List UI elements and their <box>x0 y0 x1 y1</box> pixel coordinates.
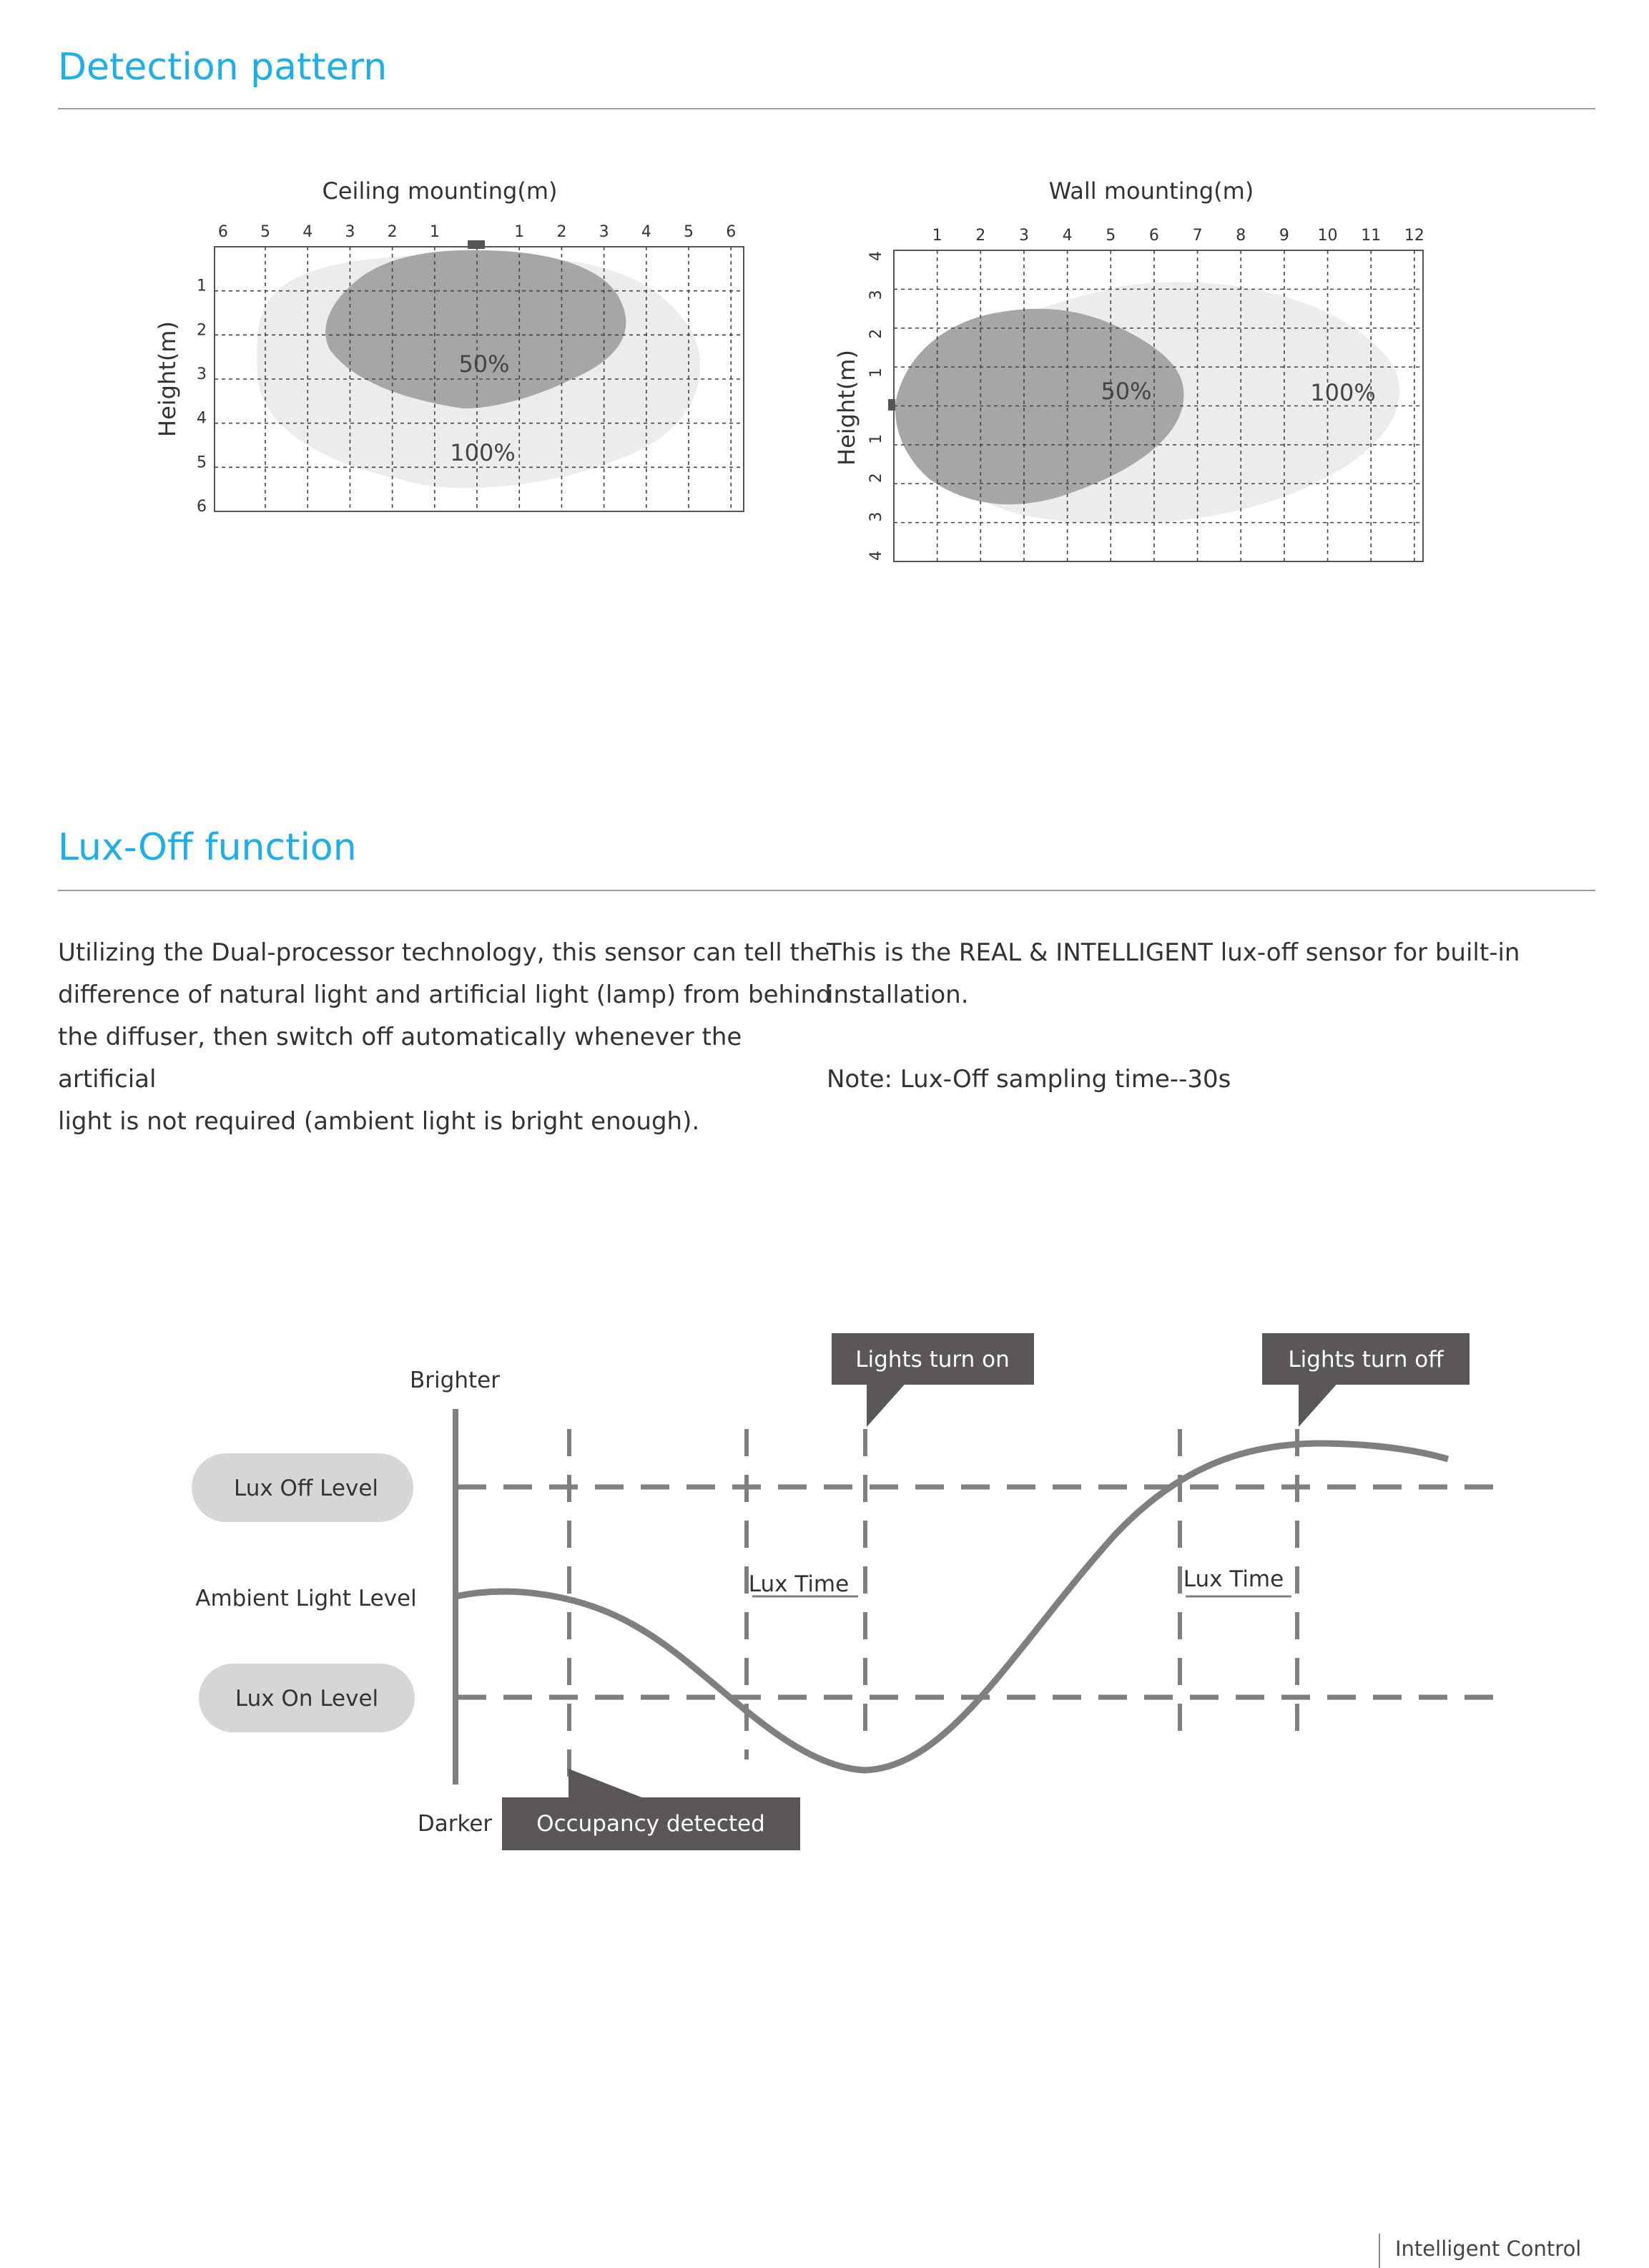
wall-x-tick-label: 11 <box>1361 227 1382 245</box>
ceiling-y-tick-label: 3 <box>197 365 207 383</box>
ceiling-y-tick-label: 2 <box>197 321 207 340</box>
ceiling-x-tick-label: 3 <box>599 223 609 241</box>
wall-y-axis-label: Height(m) <box>833 350 860 466</box>
wall-x-ticks <box>932 227 1424 245</box>
description-line: Utilizing the Dual-processor technology, this sensor can tell the <box>58 938 830 967</box>
section-title-detection-pattern: Detection pattern <box>58 46 388 89</box>
lights-turn-on-label: Lights turn on <box>855 1347 1010 1373</box>
ceiling-x-tick-label: 5 <box>684 223 694 241</box>
wall-y-tick-label: 4 <box>867 251 885 261</box>
lux-off-description <box>58 932 845 1143</box>
lights-turn-off-label: Lights turn off <box>1288 1347 1444 1373</box>
wall-x-tick-label: 7 <box>1192 227 1203 245</box>
brighter-label: Brighter <box>410 1368 500 1393</box>
section-title-lux-off: Lux-Off function <box>58 826 357 869</box>
wall-x-tick-label: 1 <box>932 227 942 245</box>
ceiling-y-tick-label: 4 <box>197 409 207 428</box>
wall-x-tick-label: 8 <box>1236 227 1246 245</box>
ceiling-x-tick-label: 2 <box>556 223 567 241</box>
ceiling-label-100: 100% <box>450 439 516 466</box>
wall-y-tick-label: 3 <box>867 290 885 300</box>
wall-x-tick-label: 3 <box>1018 227 1029 245</box>
occupancy-detected-label: Occupancy detected <box>536 1811 765 1837</box>
ceiling-x-ticks <box>218 223 736 241</box>
description-line: the diffuser, then switch off automatically whenever the artificial <box>58 1023 742 1094</box>
occupancy-detected-callout <box>502 1769 800 1850</box>
ceiling-label-50: 50% <box>458 350 510 378</box>
ceiling-x-tick-label: 2 <box>387 223 398 241</box>
lux-on-level-label: Lux On Level <box>235 1686 379 1712</box>
wall-x-tick-label: 5 <box>1106 227 1116 245</box>
wall-x-tick-label: 9 <box>1279 227 1289 245</box>
description-line: light is not required (ambient light is bright enough). <box>58 1107 700 1136</box>
ceiling-y-axis-label: Height(m) <box>154 321 181 437</box>
ceiling-y-ticks <box>197 278 207 516</box>
lux-off-note-block <box>827 932 1613 1101</box>
wall-y-tick-label: 1 <box>867 433 885 444</box>
wall-y-tick-label: 1 <box>867 368 885 378</box>
ceiling-chart-title: Ceiling mounting(m) <box>322 177 558 205</box>
ceiling-x-tick-label: 4 <box>641 223 651 241</box>
ceiling-sensor-marker <box>468 240 485 249</box>
wall-x-tick-label: 10 <box>1317 227 1338 245</box>
footer-divider <box>1379 2234 1380 2268</box>
ceiling-x-tick-label: 4 <box>302 223 313 241</box>
ceiling-mounting-chart <box>143 172 772 529</box>
wall-y-tick-label: 4 <box>867 551 885 561</box>
lux-off-diagram <box>0 1287 1649 1895</box>
wall-x-tick-label: 4 <box>1062 227 1073 245</box>
ceiling-x-tick-label: 1 <box>429 223 440 241</box>
ceiling-y-tick-label: 1 <box>197 277 207 295</box>
lux-off-level-label: Lux Off Level <box>233 1476 379 1501</box>
wall-y-tick-label: 2 <box>867 328 885 339</box>
ceiling-x-tick-label: 6 <box>217 223 228 241</box>
intelligent-sensor-text: This is the REAL & INTELLIGENT lux-off sensor for built-in installation. <box>827 938 1520 1009</box>
ambient-light-level-label: Ambient Light Level <box>195 1586 417 1611</box>
lux-time-label: Lux Time <box>1183 1566 1284 1592</box>
wall-label-50: 50% <box>1101 378 1152 405</box>
darker-label: Darker <box>417 1811 493 1837</box>
footer-label: Intelligent Control <box>1395 2237 1582 2261</box>
description-line: difference of natural light and artificial light (lamp) from behind <box>58 981 832 1009</box>
lux-time-label: Lux Time <box>748 1571 850 1597</box>
ceiling-x-tick-label: 1 <box>514 223 525 241</box>
wall-mounting-chart <box>822 172 1452 572</box>
wall-y-tick-label: 3 <box>867 511 885 522</box>
wall-x-tick-label: 6 <box>1148 227 1159 245</box>
ceiling-x-tick-label: 6 <box>726 223 737 241</box>
ceiling-y-tick-label: 5 <box>197 453 207 472</box>
wall-x-tick-label: 2 <box>975 227 986 245</box>
wall-y-ticks <box>867 251 885 561</box>
wall-sensor-marker <box>888 399 895 411</box>
wall-x-tick-label: 12 <box>1404 227 1424 245</box>
ceiling-x-tick-label: 3 <box>345 223 355 241</box>
wall-chart-title: Wall mounting(m) <box>1048 177 1254 205</box>
section-divider <box>58 890 1595 891</box>
section-divider <box>58 108 1595 109</box>
sampling-time-note: Note: Lux-Off sampling time--30s <box>827 1065 1231 1094</box>
ceiling-y-tick-label: 6 <box>197 498 207 516</box>
ceiling-x-tick-label: 5 <box>260 223 271 241</box>
wall-label-100: 100% <box>1310 379 1376 406</box>
wall-y-tick-label: 2 <box>867 473 885 483</box>
